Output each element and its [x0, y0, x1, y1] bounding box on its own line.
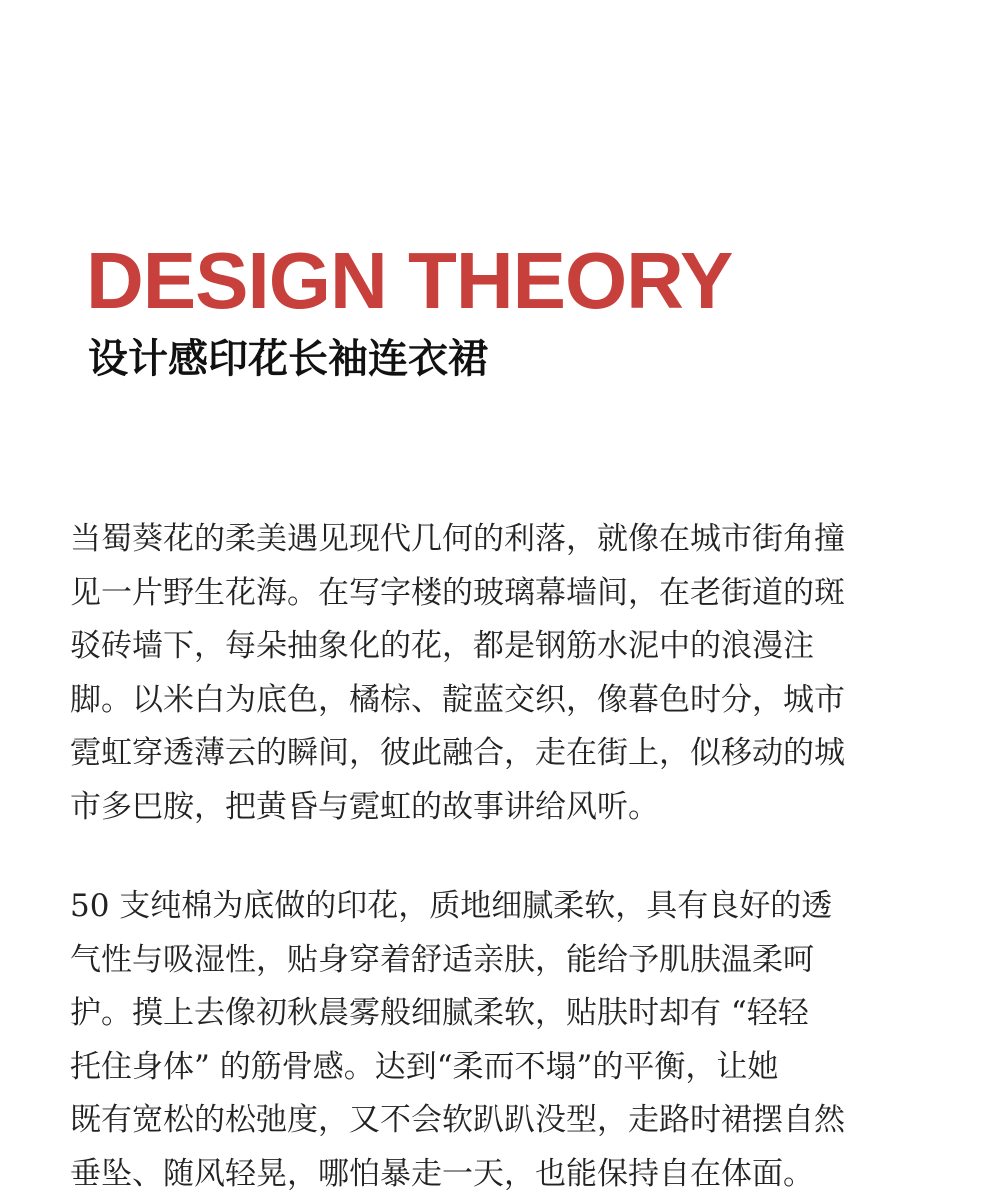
paragraph-line: 见一片野生花海。在写字楼的玻璃幕墙间，在老街道的斑 — [70, 567, 930, 621]
paragraph-line: 霓虹穿透薄云的瞬间，彼此融合，走在街上，似移动的城 — [70, 727, 930, 781]
title-english: DESIGN THEORY — [86, 238, 732, 324]
paragraph-line: 50 支纯棉为底做的印花，质地细腻柔软，具有良好的透 — [70, 880, 930, 934]
paragraph-line: 护。摸上去像初秋晨雾般细腻柔软，贴肤时却有 “轻轻 — [70, 987, 930, 1041]
paragraph-line: 垂坠、随风轻晃，哪怕暴走一天，也能保持自在体面。 — [70, 1148, 930, 1201]
paragraph-print-design — [70, 513, 930, 834]
title-chinese: 设计感印花长袖连衣裙 — [88, 334, 488, 384]
paragraph-fabric — [70, 880, 930, 1201]
paragraph-line: 气性与吸湿性，贴身穿着舒适亲肤，能给予肌肤温柔呵 — [70, 934, 930, 988]
paragraph-line: 当蜀葵花的柔美遇见现代几何的利落，就像在城市街角撞 — [70, 513, 930, 567]
paragraph-line: 驳砖墙下，每朵抽象化的花，都是钢筋水泥中的浪漫注 — [70, 620, 930, 674]
paragraph-line: 脚。以米白为底色，橘棕、靛蓝交织，像暮色时分，城市 — [70, 674, 930, 728]
paragraph-line: 托住身体” 的筋骨感。达到“柔而不塌”的平衡，让她 — [70, 1041, 930, 1095]
paragraph-line: 市多巴胺，把黄昏与霓虹的故事讲给风听。 — [70, 781, 930, 835]
paragraph-line: 既有宽松的松弛度，又不会软趴趴没型，走路时裙摆自然 — [70, 1094, 930, 1148]
